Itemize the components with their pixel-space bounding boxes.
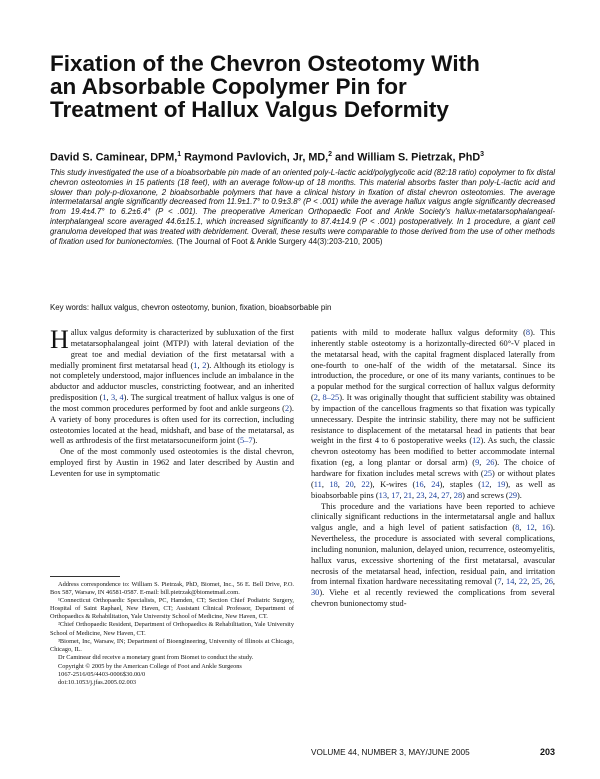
reference-link[interactable]: 24 <box>428 490 438 500</box>
reference-link[interactable]: 7 <box>497 577 502 587</box>
author-conjunction: and <box>335 151 355 164</box>
copyright-line: Copyright © 2005 by the American College of Foot and Ankle Surgeons <box>58 662 242 670</box>
reference-link[interactable]: 25 <box>531 577 541 587</box>
drop-cap: H <box>50 325 69 354</box>
reference-link[interactable]: 8 <box>515 523 520 533</box>
reference-link[interactable]: 23 <box>416 490 425 500</box>
reference-link[interactable]: 1 <box>193 360 198 370</box>
issn-line: 1067-2516/05/4403-0006$30.00/0 <box>58 671 146 679</box>
reference-link[interactable]: 2 <box>202 360 207 370</box>
journal-volume-issue: VOLUME 44, NUMBER 3, MAY/JUNE 2005 <box>311 748 470 757</box>
separator: , <box>501 577 507 587</box>
reference-link[interactable]: 27 <box>441 490 450 500</box>
reference-link[interactable]: 16 <box>415 479 424 489</box>
body-text: ). A variety of bony procedures is often used for its correction, including osteotomies located at the head, midshaft, and base of the metatarsal, as well as arthrodesis of the first metatarsocuneiform joint ( <box>50 403 294 446</box>
reference-link[interactable]: 21 <box>403 490 413 500</box>
separator: , <box>540 577 545 587</box>
reference-link[interactable]: 2 <box>284 403 290 413</box>
journal-citation: (The Journal of Foot & Ankle Surgery 44(3):203-210, 2005) <box>176 236 383 246</box>
separator: , <box>514 577 519 587</box>
footnote-divider <box>50 576 120 577</box>
doi-line: doi:10.1053/j.jfas.2005.02.003 <box>58 679 137 687</box>
reference-link[interactable]: 4 <box>119 393 124 403</box>
body-text: ). Nevertheless, the procedure is associated with several complications, including nonunion, malunion, delayed union, recurrence, osteomyelitis, hallux varus, excessive shortening of the first metatarsal, avascular necrosis of the metatarsal head, infection, residual pain, and irritation from internal fixation hardware necessitating removal ( <box>311 523 555 587</box>
body-text: ). As such, the classic chevron osteotomy has been modified to better accommodate internal fixation (eg, a long plantar or dorsal arm) ( <box>311 436 555 468</box>
separator: , <box>437 490 442 500</box>
reference-link[interactable]: 11 <box>313 479 322 489</box>
reference-link[interactable]: 1 <box>102 393 107 403</box>
body-text: This procedure and the variations have been reported to achieve clinically significant reductions in the intermetatarsal angle and hallux valgus angle, and a high level of patient satisfaction ( <box>311 501 555 533</box>
reference-link[interactable]: 26 <box>544 577 553 587</box>
reference-link[interactable]: 19 <box>497 479 506 489</box>
keywords: Key words: hallux valgus, chevron osteotomy, bunion, fixation, bioabsorbable pin <box>50 303 332 312</box>
body-text: ). The choice of hardware for fixation includes metal screws with ( <box>311 458 555 478</box>
reference-link[interactable]: 17 <box>391 490 400 500</box>
footnote-affiliation: ¹Connecticut Orthopaedic Specialists, PC, Hamden, CT; Section Chief Podiatric Surgery, Hospital of Saint Raphael, New Haven, CT; Assistant Clinical Professor, Department of Orthopaedics & Rehabilitation, Yale University School of Medicine, New Haven, CT. <box>50 597 294 621</box>
footnotes <box>50 581 294 687</box>
reference-link[interactable]: 26 <box>486 458 495 468</box>
reference-link[interactable]: 18 <box>329 479 338 489</box>
footnote-affiliation: ³Biomet, Inc, Warsaw, IN; Department of Bioengineering, University of Illinois at Chicago, Chicago, IL. <box>50 637 294 653</box>
separator: , <box>115 393 120 403</box>
separator: , <box>423 479 432 489</box>
body-text: ). The surgical treatment of hallux valgus is one of the most common procedures performed by foot and ankle surgeons ( <box>50 393 294 413</box>
separator: , <box>387 490 392 500</box>
reference-link[interactable]: 3 <box>110 393 116 403</box>
body-text: ). Viehe et al recently reviewed the complications from several chevron bunionectomy stud- <box>311 588 555 609</box>
author-name: Raymond Pavlovich, Jr, MD, <box>184 151 329 164</box>
article-title <box>50 52 570 121</box>
body-text: allux valgus deformity is characterized by subluxation of the first metatarsophalangeal joint (MTPJ) with lateral deviation of the great toe and medial deviation of the first metatarsal with a medially prominent first metatarsal head ( <box>50 328 294 370</box>
separator: , <box>353 479 362 489</box>
body-text: ), staples ( <box>439 479 482 489</box>
reference-link[interactable]: 8–25 <box>322 393 340 403</box>
reference-link[interactable]: 12 <box>481 479 490 489</box>
abstract-text: This study investigated the use of a bioabsorbable pin made of an oriented poly-L-lactic acid/polyglycolic acid (82:18 ratio) copolymer to fix distal chevron osteotomies in 15 patients (18 feet), with an average follow-up of 18 months. This material absorbs faster than poly-L-lactic acid and slower than poly-p-dioxanone, 2 bioabsorbable polymers that have a clinical history in fixation of distal chevron osteotomies. The average intermetatarsal angle significantly decreased from 11.9±1.7° to 0.9±3.8° (P < .001) while the average hallux valgus angle significantly decreased from 19.4±4.7° to 6.2±6.4° (P < .001). The preoperative American Orthopaedic Foot and Ankle Society's hallux-metatarsophalangeal-interphalangeal score averaged 44.6±15.1, which increased significantly to 87.4±14.9 (P < .001) postoperatively. In 1 procedure, a giant cell granuloma developed that was treated with debridement. Overall, these results were comparable to those derived from the use of other methods of fixation used for bunionectomies. <box>50 168 555 246</box>
reference-link[interactable]: 2 <box>313 393 318 403</box>
page-number: 203 <box>539 747 555 757</box>
body-text: ). This inherently stable osteotomy is a horizontally-directed 60°-V placed in the metatarsal head, with the capital fragment displaced laterally from one-fourth to one-half of the width of the metatarsal. Since its introduction, the procedure, or one of its many variants, continues to be a popular method for the surgical correction of hallux valgus deformity ( <box>311 328 555 403</box>
separator: , <box>337 479 346 489</box>
body-paragraph <box>50 325 294 447</box>
body-text: patients with mild to moderate hallux valgus deformity ( <box>311 328 526 337</box>
author-affiliation-marker: 3 <box>480 151 485 158</box>
separator: , <box>317 393 323 403</box>
body-text: ). <box>252 436 258 446</box>
footnote-correspondence: Address correspondence to: William S. Pietrzak, PhD, Biomet, Inc., 56 E. Bell Drive, P.O. Box 587, Warsaw, IN 46581-0587. E-mail: bill.pietrzak@biometmail.com. <box>50 581 294 597</box>
body-column-right <box>311 328 555 610</box>
reference-link[interactable]: 5–7 <box>240 436 253 446</box>
body-text: ), as well as bioabsorbable pins ( <box>311 479 556 500</box>
body-text: ). <box>517 490 522 500</box>
abstract <box>50 168 555 246</box>
body-paragraph <box>311 328 555 502</box>
reference-link[interactable]: 25 <box>483 468 493 478</box>
separator: , <box>449 490 454 500</box>
separator: , <box>399 490 404 500</box>
reference-link[interactable]: 28 <box>453 490 463 500</box>
reference-link[interactable]: 12 <box>472 436 481 446</box>
separator: , <box>527 577 532 587</box>
footnote-affiliation: ²Chief Orthopaedic Resident, Department of Orthopaedics & Rehabilitation, Yale University School of Medicine, New Haven, CT. <box>50 621 294 637</box>
separator: , <box>197 360 203 370</box>
title-line: an Absorbable Copolymer Pin for <box>50 74 407 99</box>
reference-link[interactable]: 12 <box>526 523 535 533</box>
title-line: Treatment of Hallux Valgus Deformity <box>50 97 449 122</box>
reference-link[interactable]: 14 <box>506 577 515 587</box>
reference-link[interactable]: 13 <box>378 490 388 500</box>
body-text: ). Although its etiology is not completely understood, major influences include an imbalance in the abductor and adductor muscles, constricting footwear, and an inherited predisposition ( <box>50 360 294 403</box>
reference-link[interactable]: 16 <box>541 523 551 533</box>
body-text: ) or without plates ( <box>311 468 555 489</box>
separator: , <box>106 393 111 403</box>
reference-link[interactable]: 20 <box>345 479 354 489</box>
separator: , <box>534 523 542 533</box>
reference-link[interactable]: 24 <box>431 479 440 489</box>
reference-link[interactable]: 9 <box>475 458 480 468</box>
body-text: ), K-wires ( <box>369 479 416 489</box>
body-paragraph: One of the most commonly used osteotomies is the distal chevron, employed first by Austin in 1962 and later described by Austin and Leventen for use in symptomatic <box>50 447 294 478</box>
title-line: Fixation of the Chevron Osteotomy With <box>50 51 480 76</box>
author-name: David S. Caminear, DPM, <box>50 151 178 164</box>
separator: , <box>321 479 330 489</box>
reference-link[interactable]: 22 <box>518 577 528 587</box>
reference-link[interactable]: 29 <box>508 490 518 500</box>
body-paragraph <box>311 502 555 610</box>
separator: , <box>519 523 527 533</box>
reference-link[interactable]: 22 <box>361 479 370 489</box>
author-affiliation-marker: 1 <box>177 151 182 158</box>
body-column-left <box>50 325 294 480</box>
footnote-disclosure: Dr Caminear did receive a monetary grant from Biomet to conduct the study. <box>58 653 254 661</box>
separator: , <box>552 577 556 587</box>
reference-link[interactable]: 30 <box>311 588 320 598</box>
separator: , <box>412 490 417 500</box>
author-name: William S. Pietrzak, PhD <box>357 151 481 164</box>
body-text: ) and screws ( <box>462 490 509 500</box>
page-footer <box>311 747 555 757</box>
separator: , <box>479 458 487 468</box>
author-affiliation-marker: 2 <box>328 151 333 158</box>
separator: , <box>424 490 429 500</box>
separator: , <box>489 479 497 489</box>
body-text: ). It was originally thought that sufficient stability was obtained by impaction of the cancellous fragments so that fixation was typically unnecessary. Despite the intrinsic stability, there may not be sufficient resistance to displacement of the metatarsal head in patients that bear weight in the first 4 to 6 postoperative weeks ( <box>311 393 555 446</box>
reference-link[interactable]: 8 <box>525 328 531 337</box>
author-list <box>50 151 570 164</box>
